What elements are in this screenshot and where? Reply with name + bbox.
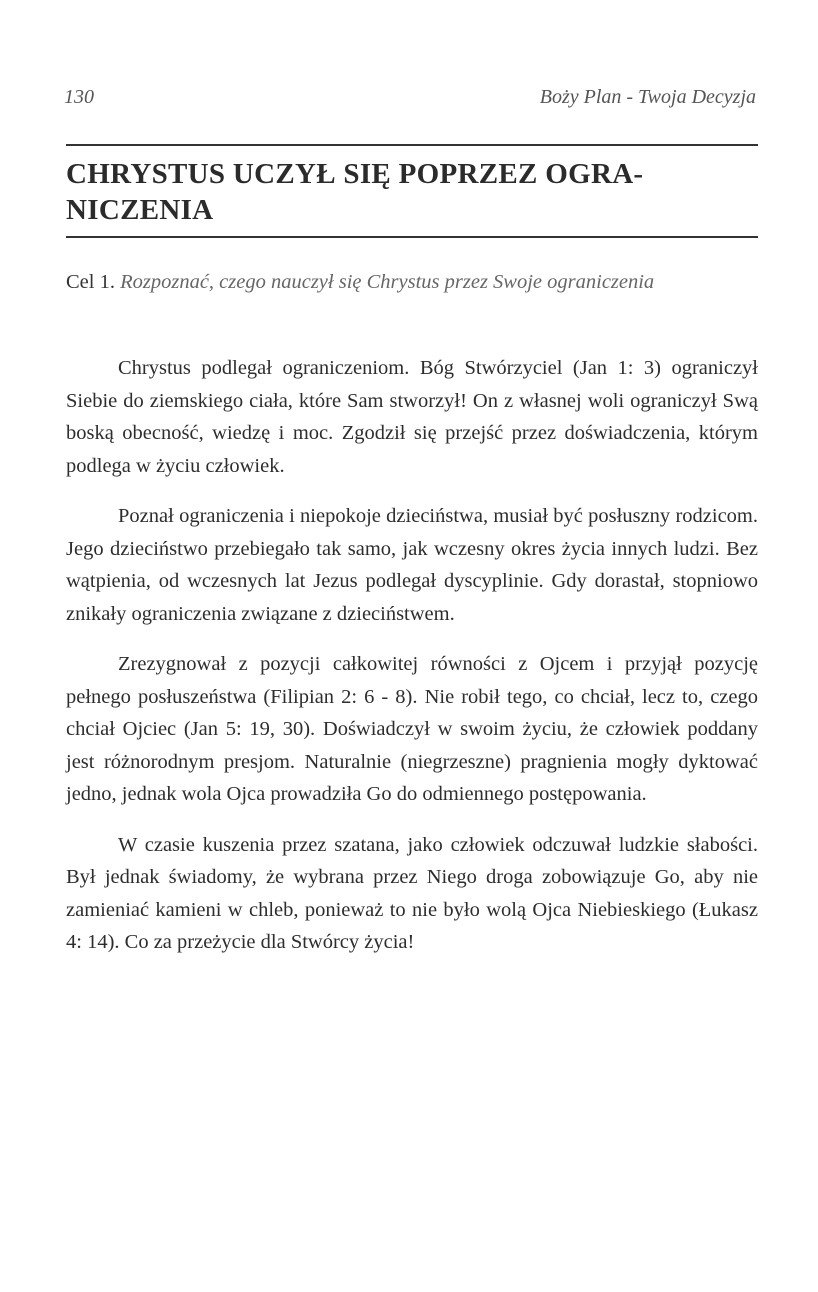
paragraph: Chrystus podlegał ograniczeniom. Bóg Stwórzyciel (Jan 1: 3) ograniczył Siebie do ziemskiego ciała, które Sam stworzył! On z własnej woli ograniczył Swą boską obecność, wiedzę i moc. Zgodził się przejść przez doświadczenia, którym podlega w życiu człowiek. — [66, 357, 758, 477]
running-header — [64, 86, 756, 109]
chapter-title: CHRYSTUS UCZYŁ SIĘ POPRZEZ OGRA-NICZENIA — [66, 158, 644, 226]
paragraph: Poznał ograniczenia i niepokoje dzieciństwa, musiał być posłuszny rodzicom. Jego dzieciństwo przebiegało tak samo, jak wczesny okres życia innych ludzi. Bez wątpienia, od wczesnych lat Jezus podlegał dyscyplinie. Gdy dorastał, stopniowo znikały ograniczenia związane z dzieciństwem. — [66, 505, 758, 625]
body-text — [66, 352, 758, 977]
aim-label: Cel 1. — [66, 271, 115, 293]
running-title: Boży Plan - Twoja Decyzja — [539, 86, 756, 108]
title-rule — [66, 236, 758, 238]
paragraph: W czasie kuszenia przez szatana, jako człowiek odczuwał ludzkie słabości. Był jednak świadomy, że wybrana przez Niego droga zobowiązuje Go, aby nie zamieniać kamieni w chleb, ponieważ to nie było wolą Ojca Niebieskiego (Łukasz 4: 14). Co za przeżycie dla Stwórcy życia! — [66, 833, 758, 953]
lesson-aim — [66, 266, 758, 298]
aim-text: Rozpoznać, czego nauczył się Chrystus przez Swoje ograniczenia — [120, 271, 655, 293]
page-number: 130 — [64, 86, 94, 108]
paragraph: Zrezygnował z pozycji całkowitej równości z Ojcem i przyjął pozycję pełnego posłuszeństwa (Filipian 2: 6 - 8). Nie robił tego, co chciał, lecz to, czego chciał Ojciec (Jan 5: 19, 30). Doświadczył w swoim życiu, że człowiek poddany jest różnorodnym presjom. Naturalnie (niegrzeszne) pragnienia mogły dyktować jedno, jednak wola Ojca prowadziła Go do odmiennego postępowania. — [66, 653, 758, 805]
top-rule — [66, 144, 758, 146]
